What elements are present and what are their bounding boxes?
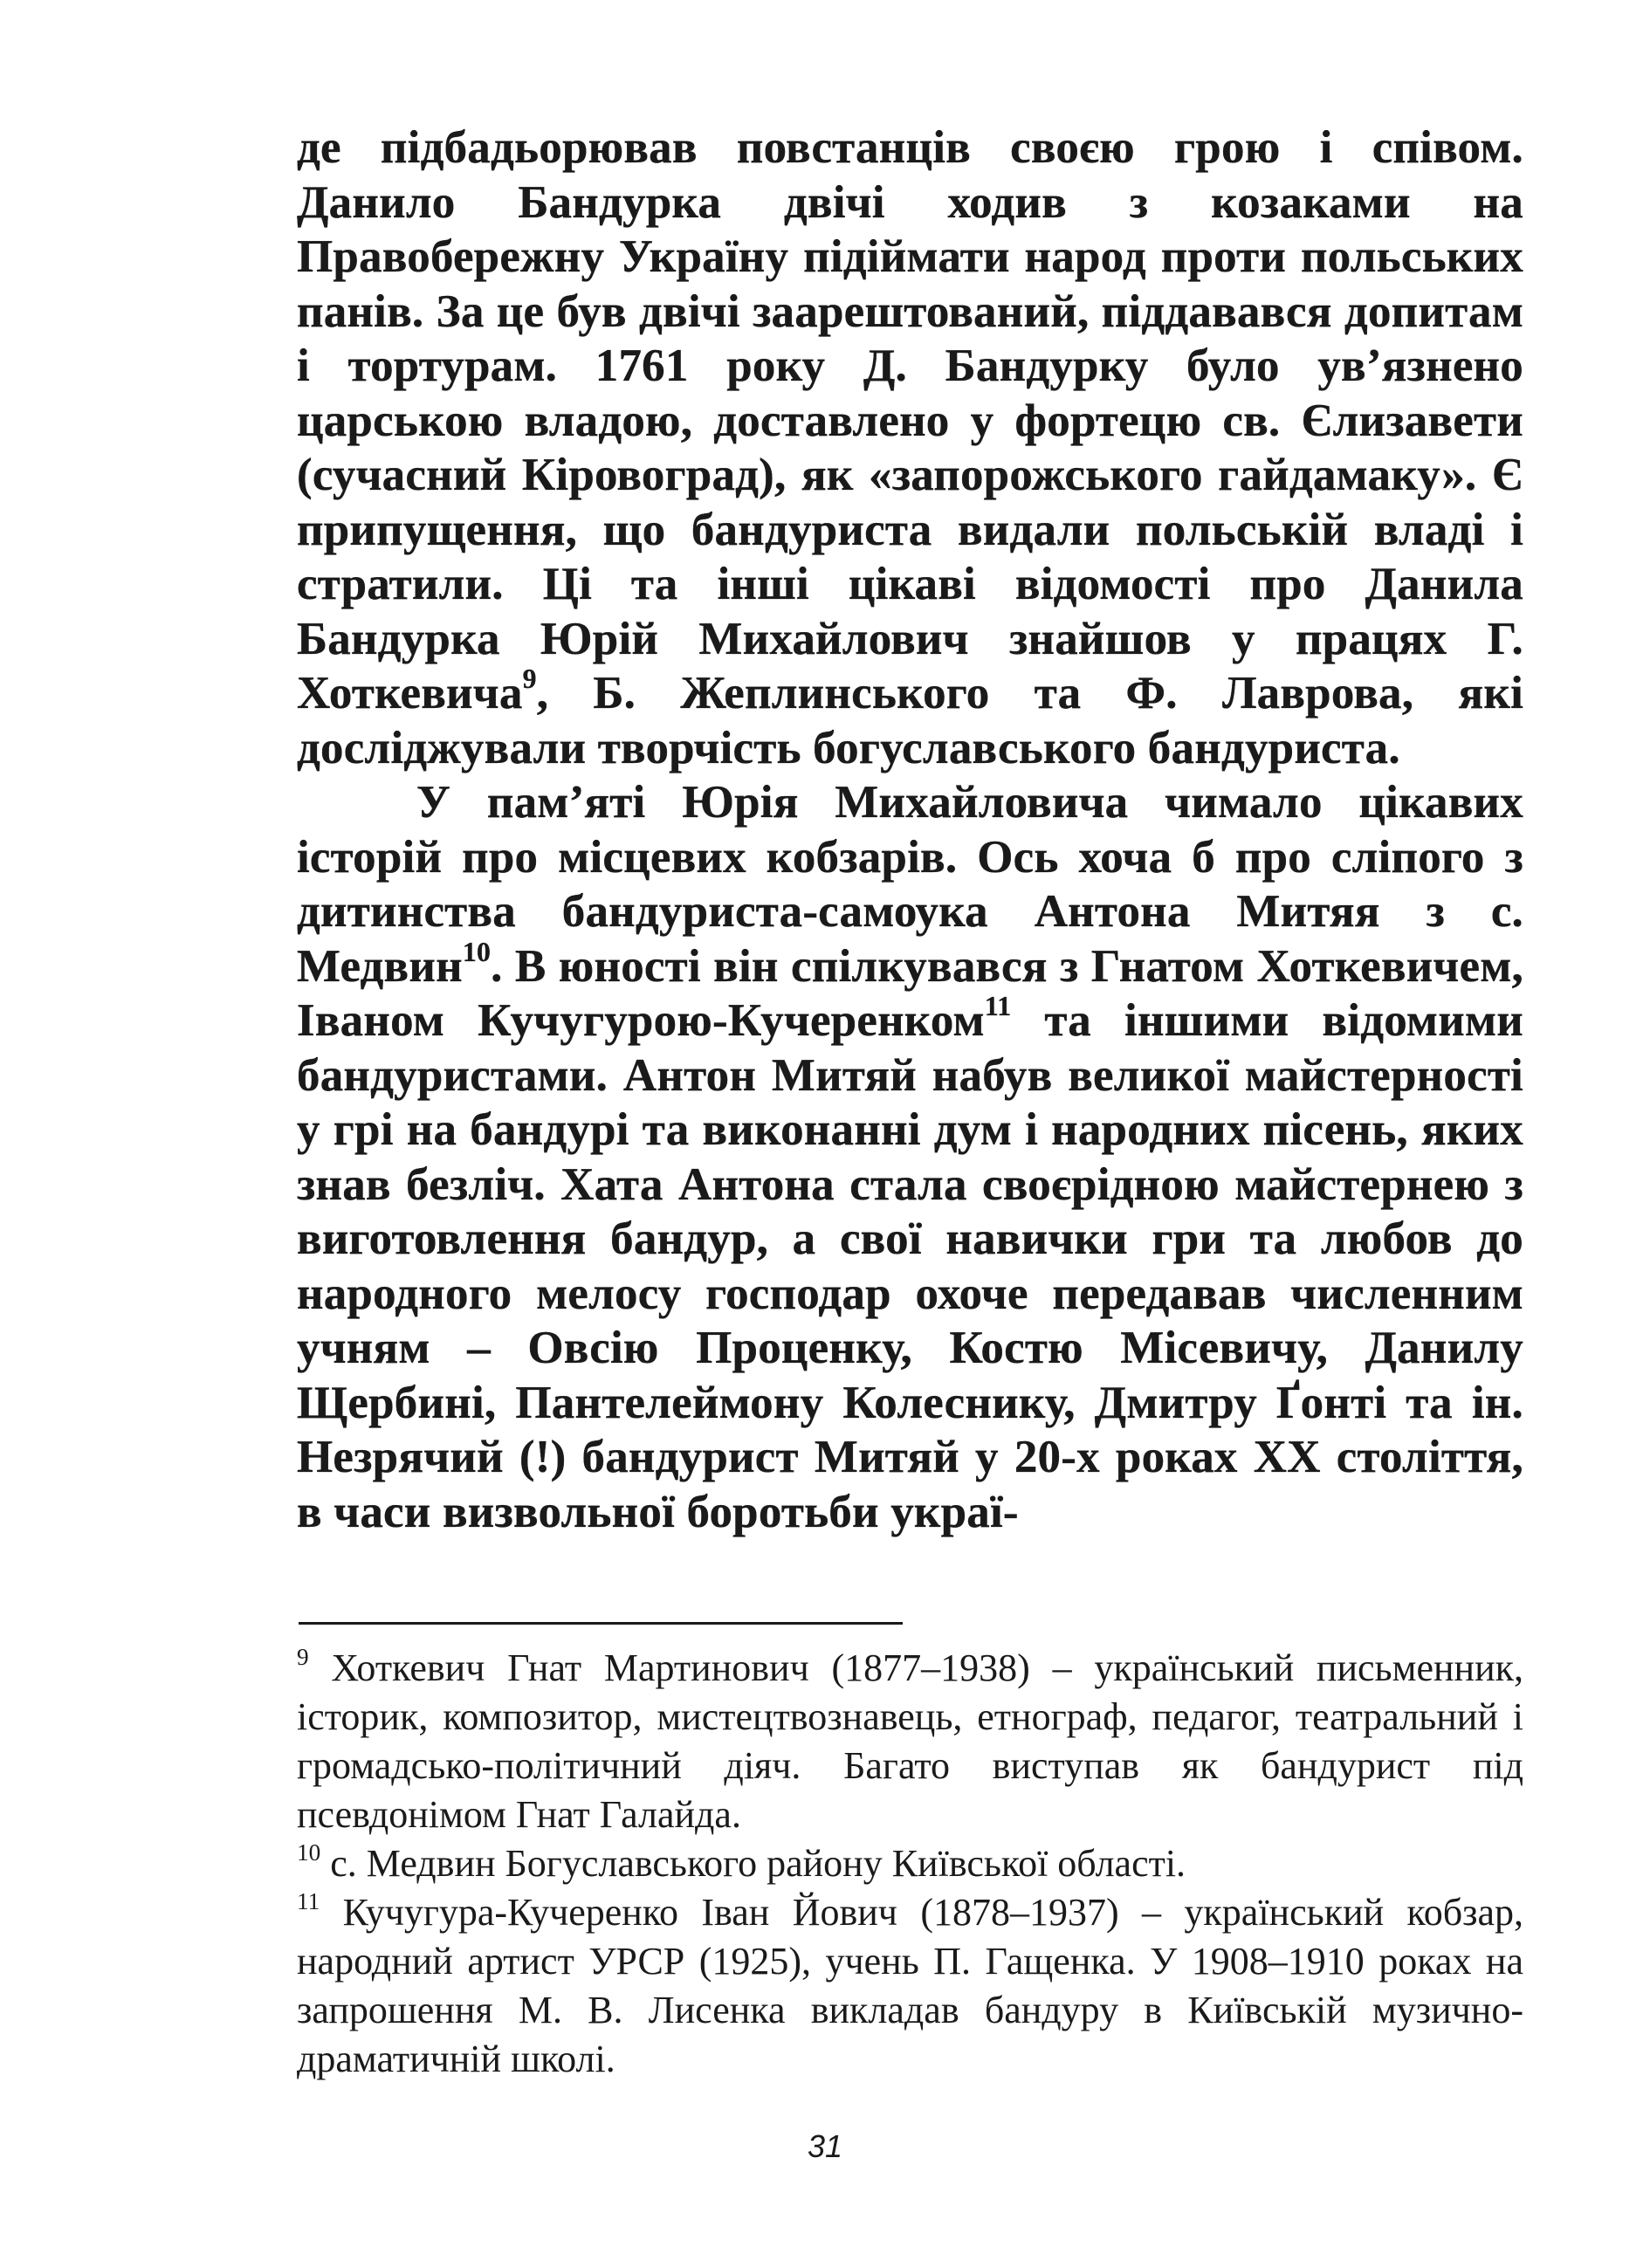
paragraph-1 xyxy=(297,120,1523,775)
paragraph-2 xyxy=(297,775,1523,1539)
paragraph-2-text-c: та іншими відомими бандуристами. Антон Митяй набув великої майстерності у грі на бандурі та виконанні дум і народних пісень, яких знав безліч. Хата Антона стала своєрідною майстернею з виготовлення бандур, а свої навички гри та любов до народного мелосу господар охоче передавав численним учням – Овсію Проценку, Костю Місевичу, Данилу Щербині, Пантелеймону Колеснику, Дмитру Ґонті та ін. Незрячий (!) бандурист Митяй у 20-х роках XX століття, в часи визвольної боротьби украї- xyxy=(297,995,1523,1537)
paragraph-2-text-a: У пам’яті Юрія Михайловича чимало цікавих історій про місцевих кобзарів. Ось хоча б про сліпого з дитинства бандуриста-самоука Антона Митяя з с. Медвин xyxy=(297,777,1523,992)
paragraph-1-text-a: де підбадьорював повстанців своєю грою і співом. Данило Бандурка двічі ходив з козаками на Правобережну Україну підіймати народ проти польських панів. За це був двічі заарештований, піддавався допитам і тортурам. 1761 року Д. Бандурку було ув’язнено царською владою, доставлено у фортецю св. Єлизавети (сучасний Кіровоград), як «запорожського гайдамаку». Є припущення, що бандуриста видали польській владі і стратили. Ці та інші цікаві відомості про Данила Бандурка Юрій Михайлович знайшов у працях Г. Хоткевича xyxy=(297,122,1523,718)
footnote-number-10: 10 xyxy=(297,1839,321,1866)
footnote-separator xyxy=(299,1622,903,1625)
footnote-ref-9[interactable]: 9 xyxy=(522,663,537,695)
footnote-10 xyxy=(297,1839,1523,1888)
footnote-11 xyxy=(297,1888,1523,2084)
paragraph-1-text-b: , Б. Жеплинського та Ф. Лаврова, які досліджували творчість богуславського бандуриста. xyxy=(297,668,1523,773)
paragraph-2-text-b: . В юності він спілкувався з Гнатом Хоткевичем, Іваном Кучугурою-Кучеренком xyxy=(297,940,1523,1046)
footnote-text-11: Кучугура-Кучеренко Іван Йович (1878–1937) – український кобзар, народний артист УРСР (1925), учень П. Гащенка. У 1908–1910 роках на запрошення М. В. Лисенка викладав бандуру в Київській музично-драматичній школі. xyxy=(297,1891,1523,2080)
footnote-number-11: 11 xyxy=(297,1888,320,1915)
footnote-9 xyxy=(297,1644,1523,1839)
main-text xyxy=(297,120,1523,1539)
footnotes xyxy=(297,1644,1523,2084)
page-number: 31 xyxy=(807,2128,843,2164)
footnote-text-10: с. Медвин Богуславського району Київської області. xyxy=(320,1842,1186,1885)
footnote-ref-10[interactable]: 10 xyxy=(462,936,492,967)
footnote-text-9: Хоткевич Гнат Мартинович (1877–1938) – український письменник, історик, композитор, мистецтвознавець, етнограф, педагог, театральний і громадсько-політичний діяч. Багато виступав як бандурист під псевдонімом Гнат Галайда. xyxy=(297,1646,1523,1836)
footnote-ref-11[interactable]: 11 xyxy=(984,991,1012,1022)
footnote-number-9: 9 xyxy=(297,1644,309,1671)
